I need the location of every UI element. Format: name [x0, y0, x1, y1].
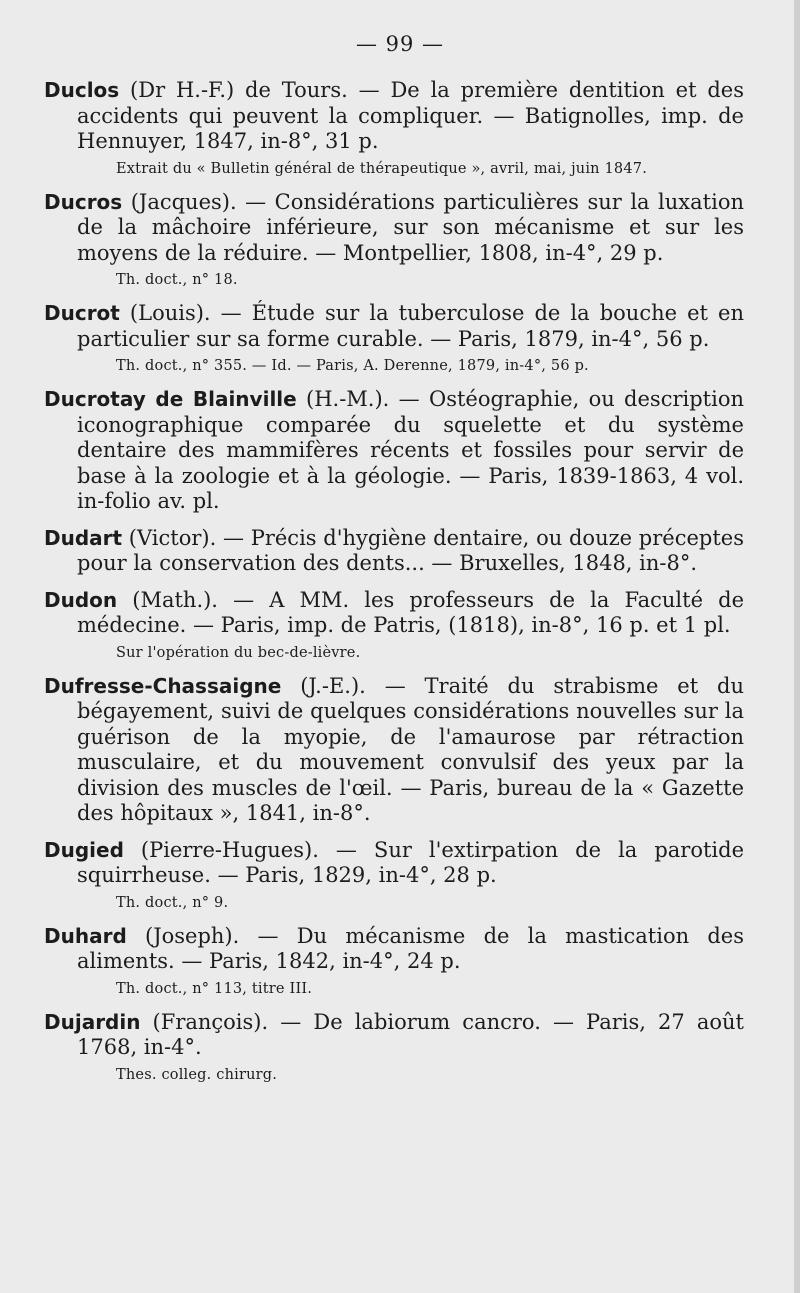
entry-author: Dudart — [44, 525, 123, 550]
entry-note: Th. doct., n° 9. — [116, 894, 229, 911]
entry-note: Th. doct., n° 355. — Id. — Paris, A. Derenne, 1879, in-4°, 56 p. — [116, 358, 589, 374]
entry-author: Dujardin — [44, 1009, 141, 1034]
entry-note: Th. doct., n° 113, titre III. — [116, 980, 313, 997]
entry-text — [44, 674, 744, 827]
entry-details: (Louis). — Étude sur la tuberculose de la bouche et en particulier sur sa forme curable. — Paris, 1879, in-4°, 56 p. — [77, 301, 744, 351]
entry-details: (H.-M.). — Ostéographie, ou description iconographique comparée du squelette et du système dentaire des mammifères récents et fossiles pour servir de base à la zoologie et à la géologie. — Paris, 1839-1863, 4 vol. in-folio av. pl. — [77, 387, 744, 513]
bibliography-entry — [44, 78, 744, 179]
entry-text — [44, 924, 744, 975]
entry-author: Dudon — [44, 587, 118, 612]
entry-author: Duhard — [44, 923, 127, 948]
bibliography-entry — [44, 674, 744, 827]
entry-author: Dufresse-Chassaigne — [44, 673, 282, 698]
entry-details: (Joseph). — Du mécanisme de la mastication des aliments. — Paris, 1842, in-4°, 24 p. — [77, 923, 744, 973]
bibliography-entry — [44, 838, 744, 913]
bibliography-entries — [44, 78, 744, 1096]
entry-details: (Victor). — Précis d'hygiène dentaire, ou douze préceptes pour la conservation des dents... — Bruxelles, 1848, in-8°. — [77, 525, 744, 575]
entry-note: Sur l'opération du bec-de-lièvre. — [116, 644, 361, 661]
bibliography-entry — [44, 924, 744, 999]
entry-text — [44, 838, 744, 889]
entry-text — [44, 526, 744, 577]
entry-text — [44, 301, 744, 352]
entry-note: Th. doct., n° 18. — [116, 272, 238, 288]
page-number: — 99 — — [355, 32, 445, 56]
entry-author: Ducros — [44, 189, 123, 214]
bibliography-entry — [44, 301, 744, 376]
entry-details: (J.-E.). — Traité du strabisme et du bégayement, suivi de quelques considérations nouvelles sur la guérison de la myopie, de l'amaurose par rétraction musculaire, et du mouvement convulsif des yeux par la division des muscles de l'œil. — Paris, bureau de la « Gazette des hôpitaux », 1841, in-8°. — [77, 673, 744, 825]
entry-details: (Jacques). — Considérations particulières sur la luxation de la mâchoire inférieure, sur son mécanisme et sur les moyens de la réduire. — Montpellier, 1808, in-4°, 29 p. — [77, 189, 744, 265]
bibliography-entry — [44, 526, 744, 577]
entry-details: (François). — De labiorum cancro. — Paris, 27 août 1768, in-4°. — [77, 1009, 744, 1059]
entry-details: (Pierre-Hugues). — Sur l'extirpation de la parotide squirrheuse. — Paris, 1829, in-4°, 28 p. — [77, 837, 744, 887]
entry-text — [44, 588, 744, 639]
entry-text — [44, 387, 744, 515]
bibliography-entry — [44, 190, 744, 291]
entry-text — [44, 78, 744, 155]
entry-text — [44, 1010, 744, 1061]
bibliography-entry — [44, 588, 744, 663]
entry-note: Thes. colleg. chirurg. — [116, 1066, 278, 1083]
entry-author: Ducrotay de Blainville — [44, 387, 297, 411]
entry-text — [44, 190, 744, 267]
entry-details: (Math.). — A MM. les professeurs de la Faculté de médecine. — Paris, imp. de Patris, (1818), in-8°, 16 p. et 1 pl. — [77, 587, 744, 637]
entry-note: Extrait du « Bulletin général de thérapeutique », avril, mai, juin 1847. — [116, 160, 648, 177]
bibliography-entry — [44, 387, 744, 515]
entry-details: (Dr H.-F.) de Tours. — De la première dentition et des accidents qui peuvent la compliquer. — Batignolles, imp. de Hennuyer, 1847, in-8°, 31 p. — [77, 78, 744, 153]
entry-author: Ducrot — [44, 301, 120, 325]
entry-author: Duclos — [44, 78, 120, 102]
bibliography-entry — [44, 1010, 744, 1085]
entry-author: Dugied — [44, 837, 124, 862]
